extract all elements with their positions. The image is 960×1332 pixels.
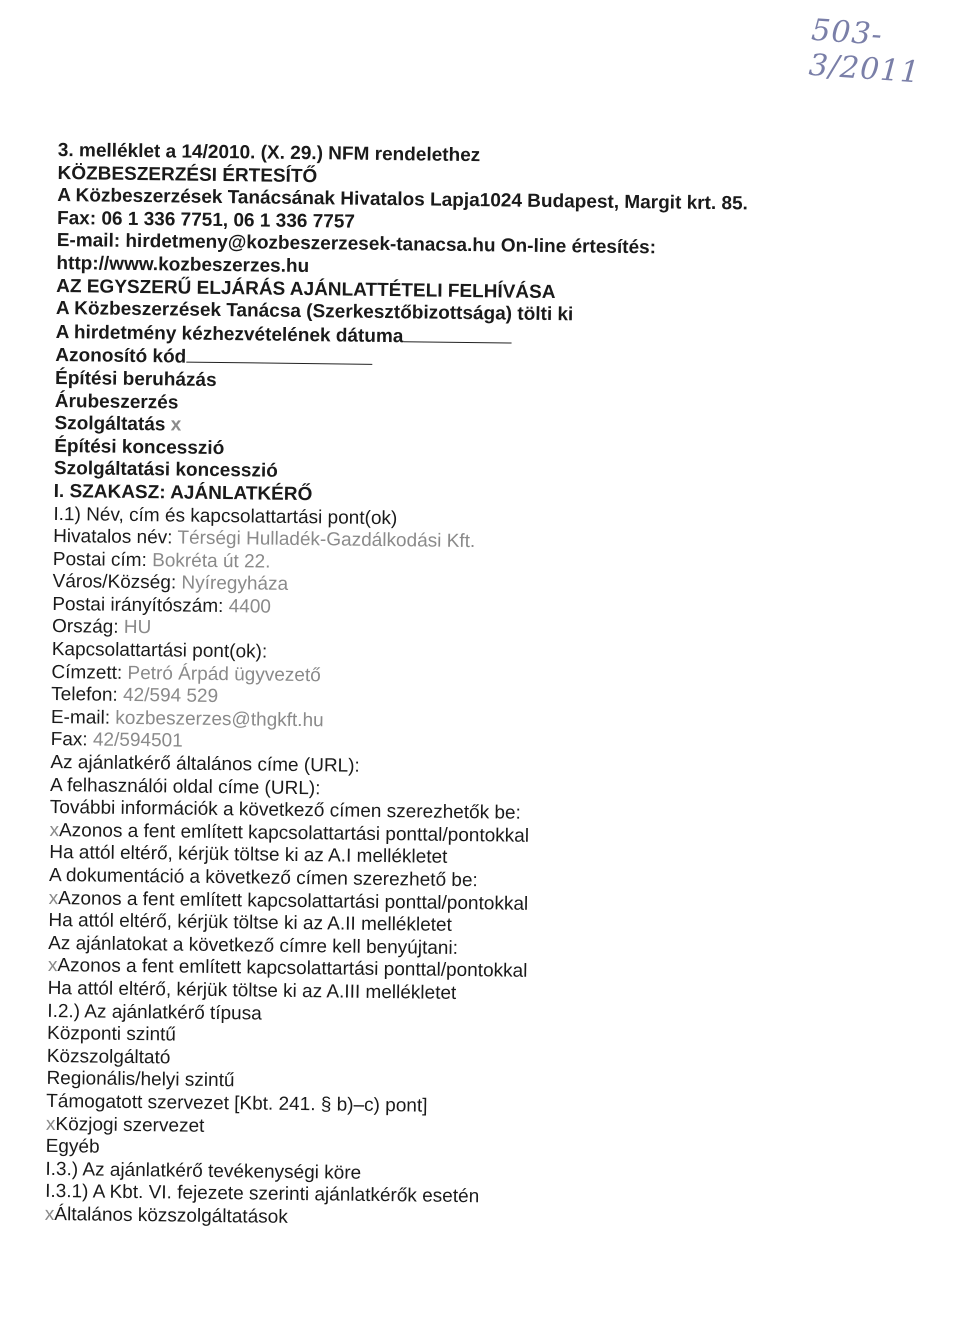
submit-label: Az ajánlatokat a következő címre kell benyújtani: <box>48 932 459 959</box>
notice-title: AZ EGYSZERŰ ELJÁRÁS AJÁNLATTÉTELI FELHÍVÁSA <box>56 275 556 303</box>
phone-label: Telefon: <box>51 684 118 707</box>
type-supported: Támogatott szervezet [Kbt. 241. § b)–c) pont] <box>46 1090 428 1117</box>
section-1-1: I.1) Név, cím és kapcsolattartási pont(ok) <box>53 503 398 529</box>
submit-else: Ha attól eltérő, kérjük töltse ki az A.III mellékletet <box>47 977 457 1004</box>
city-value: Nyíregyháza <box>181 572 289 596</box>
type-service: Szolgáltatás <box>54 413 166 436</box>
activity-general: Általános közszolgáltatások <box>54 1203 288 1228</box>
email-value: kozbeszerzes@thgkft.hu <box>115 707 324 732</box>
section-1-3-1: I.3.1) A Kbt. VI. fejezete szerinti ajánlatkérők esetén <box>45 1181 480 1208</box>
attention-value: Petró Árpád ügyvezető <box>127 662 321 686</box>
postal-address-value: Bokréta út 22. <box>152 549 271 573</box>
fax-line: Fax: 06 1 336 7751, 06 1 336 7757 <box>56 207 356 233</box>
section1-title: I. SZAKASZ: AJÁNLATKÉRŐ <box>53 480 313 506</box>
more-info-else: Ha attól eltérő, kérjük töltse ki az A.I mellékletet <box>49 842 448 869</box>
id-code-blank <box>186 346 372 365</box>
official-name-label: Hivatalos név: <box>53 526 173 549</box>
fax-value: 42/594501 <box>92 729 183 753</box>
email-label: E-mail: <box>50 706 111 729</box>
publisher-line: A Közbeszerzések Tanácsának Hivatalos Lapja1024 Budapest, Margit krt. 85. <box>57 185 749 215</box>
docs-label: A dokumentáció a következő címen szerezhető be: <box>48 864 478 892</box>
country-label: Ország: <box>51 616 119 639</box>
zip-value: 4400 <box>228 595 272 618</box>
submit-mark: x <box>47 955 58 977</box>
type-supply: Árubeszerzés <box>54 390 179 414</box>
zip-label: Postai irányítószám: <box>52 593 224 617</box>
more-info-option: Azonos a fent említett kapcsolattartási ponttal/pontokkal <box>58 819 530 847</box>
type-works-concession: Építési koncesszió <box>54 435 225 459</box>
phone-value: 42/594 529 <box>122 685 219 708</box>
type-utility: Közszolgáltató <box>46 1045 171 1069</box>
type-service-mark: x <box>170 414 182 436</box>
filled-by-line: A Közbeszerzések Tanácsa (Szerkesztőbizottsága) tölti ki <box>55 298 574 326</box>
type-service-concession: Szolgáltatási koncesszió <box>53 458 278 483</box>
submit-option: Azonos a fent említett kapcsolattartási ponttal/pontokkal <box>57 955 528 983</box>
general-url-label: Az ajánlatkérő általános címe (URL): <box>50 751 360 777</box>
attention-label: Címzett: <box>51 661 123 684</box>
contact-points-label: Kapcsolattartási pont(ok): <box>51 639 268 663</box>
more-info-mark: x <box>49 819 60 841</box>
receipt-date-blank <box>403 325 511 343</box>
type-other: Egyéb <box>45 1136 100 1158</box>
handwritten-reference: 503-3/2011 <box>807 12 922 91</box>
docs-else: Ha attól eltérő, kérjük töltse ki az A.II mellékletet <box>48 910 452 937</box>
postal-address-label: Postai cím: <box>52 548 147 571</box>
type-central: Központi szintű <box>46 1023 177 1046</box>
email-line: E-mail: hirdetmeny@kozbeszerzesek-tanacsa.hu On-line értesítés: <box>56 230 657 259</box>
docs-mark: x <box>48 887 59 909</box>
more-info-label: További információk a következő címen szerezhetők be: <box>49 797 521 824</box>
buyer-url-label: A felhasználói oldal címe (URL): <box>49 774 321 799</box>
activity-general-mark: x <box>44 1203 55 1225</box>
notice-body <box>45 140 918 1237</box>
annex-line: 3. melléklet a 14/2010. (X. 29.) NFM rendelethez <box>57 140 481 167</box>
docs-option: Azonos a fent említett kapcsolattartási ponttal/pontokkal <box>58 887 529 915</box>
city-label: Város/Község: <box>52 571 177 594</box>
type-public: Közjogi szervezet <box>55 1113 205 1137</box>
section-1-2: I.2.) Az ajánlatkérő típusa <box>47 1000 262 1025</box>
type-public-mark: x <box>45 1113 56 1135</box>
type-works: Építési beruházás <box>54 367 217 391</box>
section-1-3: I.3.) Az ajánlatkérő tevékenységi köre <box>45 1158 362 1184</box>
id-code-label: Azonosító kód <box>55 345 187 368</box>
official-name-value: Térségi Hulladék-Gazdálkodási Kft. <box>177 527 476 553</box>
country-value: HU <box>123 617 152 639</box>
fax-label: Fax: <box>50 729 88 751</box>
type-regional: Regionális/helyi szintű <box>46 1068 235 1092</box>
publication-title: KÖZBESZERZÉSI ÉRTESÍTŐ <box>57 162 318 187</box>
web-line: http://www.kozbeszerzes.hu <box>56 252 310 278</box>
receipt-date-label: A hirdetmény kézhezvételének dátuma <box>55 321 404 347</box>
